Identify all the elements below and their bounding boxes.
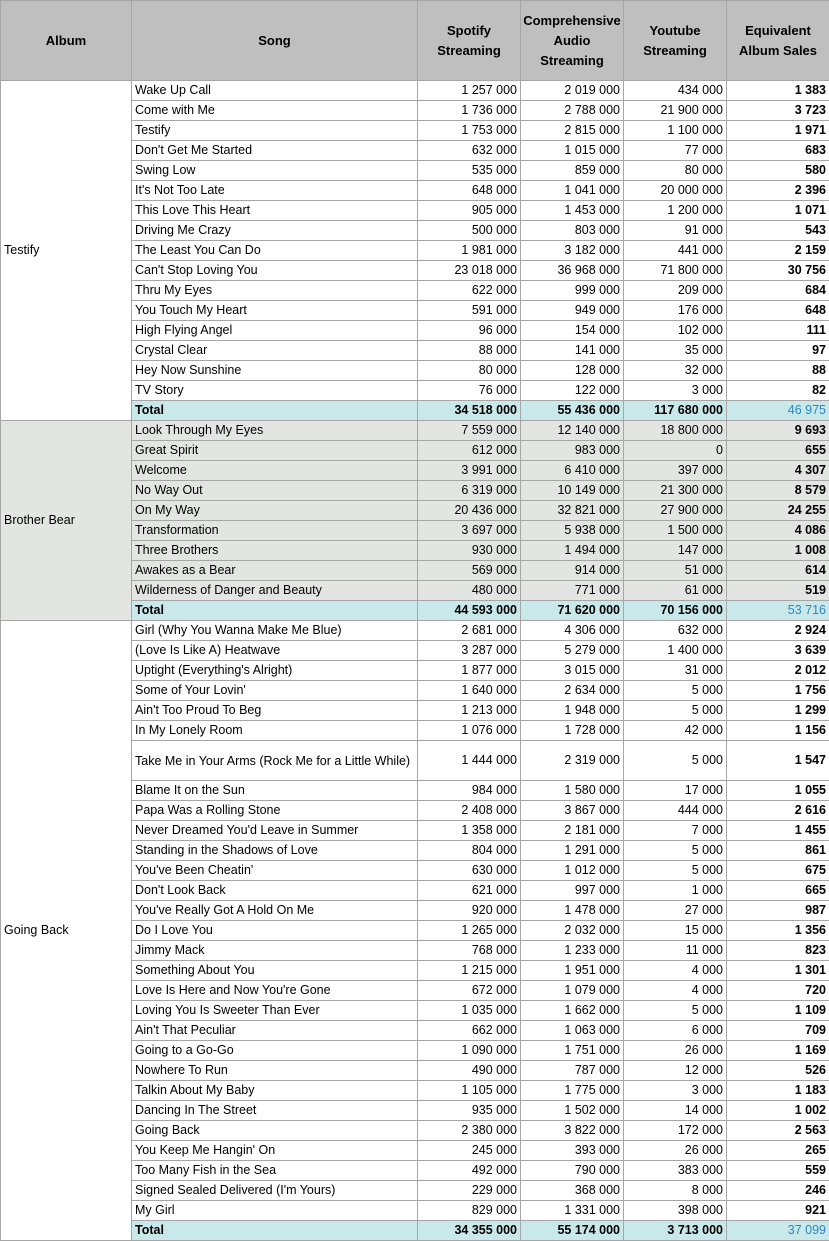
table-row [1,621,829,641]
cell-song-title: Don't Get Me Started [132,141,418,161]
cell-spotify-streaming: 229 000 [418,1181,521,1201]
cell-spotify-streaming: 245 000 [418,1141,521,1161]
cell-youtube-streaming: 27 000 [624,901,727,921]
cell-equivalent-album-sales: 823 [727,941,829,961]
cell-youtube-streaming: 8 000 [624,1181,727,1201]
cell-song-title: You Keep Me Hangin' On [132,1141,418,1161]
cell-youtube-streaming: 42 000 [624,721,727,741]
cell-youtube-streaming: 1 500 000 [624,521,727,541]
cell-comprehensive-audio-streaming: 790 000 [521,1161,624,1181]
cell-youtube-streaming: 27 900 000 [624,501,727,521]
cell-spotify-streaming: 662 000 [418,1021,521,1041]
cell-song-title: Going to a Go-Go [132,1041,418,1061]
cell-spotify-streaming: 829 000 [418,1201,521,1221]
cell-youtube-streaming: 7 000 [624,821,727,841]
cell-song-title: Nowhere To Run [132,1061,418,1081]
header-row [1,1,829,81]
cell-youtube-streaming: 147 000 [624,541,727,561]
cell-comprehensive-audio-streaming: 1 948 000 [521,701,624,721]
cell-comprehensive-audio-streaming: 4 306 000 [521,621,624,641]
cell-song-title: Blame It on the Sun [132,781,418,801]
cell-song-title: Do I Love You [132,921,418,941]
cell-equivalent-album-sales: 111 [727,321,829,341]
cell-spotify-streaming: 648 000 [418,181,521,201]
cell-equivalent-album-sales: 2 159 [727,241,829,261]
cell-equivalent-album-sales: 921 [727,1201,829,1221]
cell-spotify-streaming: 88 000 [418,341,521,361]
cell-equivalent-album-sales: 1 055 [727,781,829,801]
cell-equivalent-album-sales: 30 756 [727,261,829,281]
cell-comprehensive-audio-streaming: 803 000 [521,221,624,241]
cell-comprehensive-audio-streaming: 1 233 000 [521,941,624,961]
cell-equivalent-album-sales: 648 [727,301,829,321]
cell-equivalent-album-sales: 8 579 [727,481,829,501]
cell-song-title: Loving You Is Sweeter Than Ever [132,1001,418,1021]
cell-comprehensive-audio-streaming: 12 140 000 [521,421,624,441]
cell-comprehensive-audio-streaming: 949 000 [521,301,624,321]
cell-youtube-streaming: 632 000 [624,621,727,641]
cell-youtube-streaming: 5 000 [624,681,727,701]
cell-youtube-streaming: 26 000 [624,1041,727,1061]
cell-song-title: Going Back [132,1121,418,1141]
cell-youtube-streaming: 12 000 [624,1061,727,1081]
cell-comprehensive-audio-streaming: 1 331 000 [521,1201,624,1221]
cell-comprehensive-audio-streaming: 771 000 [521,581,624,601]
cell-spotify-streaming: 80 000 [418,361,521,381]
total-spotify-streaming: 34 518 000 [418,401,521,421]
cell-equivalent-album-sales: 655 [727,441,829,461]
cell-spotify-streaming: 3 697 000 [418,521,521,541]
cell-youtube-streaming: 383 000 [624,1161,727,1181]
cell-song-title: Ain't Too Proud To Beg [132,701,418,721]
cell-spotify-streaming: 1 981 000 [418,241,521,261]
cell-comprehensive-audio-streaming: 1 728 000 [521,721,624,741]
header-comprehensive-audio-streaming: Comprehensive Audio Streaming [521,1,624,81]
cell-youtube-streaming: 6 000 [624,1021,727,1041]
cell-spotify-streaming: 1 090 000 [418,1041,521,1061]
cell-spotify-streaming: 630 000 [418,861,521,881]
cell-song-title: Papa Was a Rolling Stone [132,801,418,821]
cell-spotify-streaming: 1 076 000 [418,721,521,741]
cell-equivalent-album-sales: 526 [727,1061,829,1081]
total-youtube-streaming: 117 680 000 [624,401,727,421]
cell-song-title: Welcome [132,461,418,481]
cell-spotify-streaming: 1 640 000 [418,681,521,701]
cell-equivalent-album-sales: 9 693 [727,421,829,441]
cell-song-title: High Flying Angel [132,321,418,341]
cell-equivalent-album-sales: 1 299 [727,701,829,721]
cell-youtube-streaming: 5 000 [624,1001,727,1021]
cell-spotify-streaming: 1 877 000 [418,661,521,681]
cell-equivalent-album-sales: 709 [727,1021,829,1041]
cell-youtube-streaming: 4 000 [624,981,727,1001]
cell-spotify-streaming: 535 000 [418,161,521,181]
cell-equivalent-album-sales: 1 455 [727,821,829,841]
cell-song-title: Take Me in Your Arms (Rock Me for a Little While) [132,741,418,781]
cell-song-title: Testify [132,121,418,141]
cell-equivalent-album-sales: 1 383 [727,81,829,101]
cell-equivalent-album-sales: 2 616 [727,801,829,821]
cell-song-title: Great Spirit [132,441,418,461]
album-name-cell: Going Back [1,621,132,1241]
cell-equivalent-album-sales: 665 [727,881,829,901]
cell-comprehensive-audio-streaming: 36 968 000 [521,261,624,281]
cell-spotify-streaming: 7 559 000 [418,421,521,441]
cell-youtube-streaming: 21 900 000 [624,101,727,121]
cell-song-title: Hey Now Sunshine [132,361,418,381]
cell-youtube-streaming: 176 000 [624,301,727,321]
cell-song-title: Awakes as a Bear [132,561,418,581]
cell-spotify-streaming: 492 000 [418,1161,521,1181]
cell-comprehensive-audio-streaming: 1 015 000 [521,141,624,161]
cell-youtube-streaming: 11 000 [624,941,727,961]
cell-song-title: The Least You Can Do [132,241,418,261]
cell-song-title: Ain't That Peculiar [132,1021,418,1041]
cell-equivalent-album-sales: 683 [727,141,829,161]
cell-spotify-streaming: 621 000 [418,881,521,901]
cell-equivalent-album-sales: 559 [727,1161,829,1181]
cell-youtube-streaming: 14 000 [624,1101,727,1121]
cell-equivalent-album-sales: 580 [727,161,829,181]
cell-song-title: Dancing In The Street [132,1101,418,1121]
cell-comprehensive-audio-streaming: 1 041 000 [521,181,624,201]
cell-equivalent-album-sales: 1 002 [727,1101,829,1121]
cell-song-title: You Touch My Heart [132,301,418,321]
table-row [1,81,829,101]
cell-equivalent-album-sales: 1 156 [727,721,829,741]
cell-comprehensive-audio-streaming: 1 494 000 [521,541,624,561]
cell-youtube-streaming: 21 300 000 [624,481,727,501]
cell-spotify-streaming: 1 257 000 [418,81,521,101]
total-equivalent-album-sales: 37 099 [727,1221,829,1241]
cell-spotify-streaming: 1 035 000 [418,1001,521,1021]
cell-song-title: Never Dreamed You'd Leave in Summer [132,821,418,841]
cell-youtube-streaming: 26 000 [624,1141,727,1161]
cell-youtube-streaming: 5 000 [624,701,727,721]
cell-song-title: Come with Me [132,101,418,121]
cell-spotify-streaming: 930 000 [418,541,521,561]
cell-equivalent-album-sales: 4 086 [727,521,829,541]
cell-comprehensive-audio-streaming: 859 000 [521,161,624,181]
cell-youtube-streaming: 102 000 [624,321,727,341]
cell-spotify-streaming: 490 000 [418,1061,521,1081]
cell-comprehensive-audio-streaming: 787 000 [521,1061,624,1081]
cell-comprehensive-audio-streaming: 1 775 000 [521,1081,624,1101]
cell-spotify-streaming: 612 000 [418,441,521,461]
cell-spotify-streaming: 1 736 000 [418,101,521,121]
cell-youtube-streaming: 5 000 [624,741,727,781]
cell-song-title: Wake Up Call [132,81,418,101]
cell-youtube-streaming: 3 000 [624,1081,727,1101]
cell-youtube-streaming: 77 000 [624,141,727,161]
cell-spotify-streaming: 1 753 000 [418,121,521,141]
total-label: Total [132,1221,418,1241]
table-body [1,81,829,1241]
cell-spotify-streaming: 2 681 000 [418,621,521,641]
cell-comprehensive-audio-streaming: 1 751 000 [521,1041,624,1061]
cell-youtube-streaming: 17 000 [624,781,727,801]
cell-comprehensive-audio-streaming: 5 279 000 [521,641,624,661]
cell-spotify-streaming: 96 000 [418,321,521,341]
cell-equivalent-album-sales: 1 971 [727,121,829,141]
cell-song-title: In My Lonely Room [132,721,418,741]
cell-spotify-streaming: 2 380 000 [418,1121,521,1141]
cell-song-title: TV Story [132,381,418,401]
cell-comprehensive-audio-streaming: 1 063 000 [521,1021,624,1041]
cell-song-title: No Way Out [132,481,418,501]
cell-youtube-streaming: 4 000 [624,961,727,981]
total-equivalent-album-sales: 46 975 [727,401,829,421]
cell-equivalent-album-sales: 246 [727,1181,829,1201]
cell-youtube-streaming: 5 000 [624,861,727,881]
total-youtube-streaming: 70 156 000 [624,601,727,621]
cell-comprehensive-audio-streaming: 999 000 [521,281,624,301]
total-equivalent-album-sales: 53 716 [727,601,829,621]
cell-youtube-streaming: 71 800 000 [624,261,727,281]
cell-spotify-streaming: 920 000 [418,901,521,921]
cell-equivalent-album-sales: 3 723 [727,101,829,121]
cell-comprehensive-audio-streaming: 5 938 000 [521,521,624,541]
cell-youtube-streaming: 3 000 [624,381,727,401]
cell-spotify-streaming: 804 000 [418,841,521,861]
cell-comprehensive-audio-streaming: 32 821 000 [521,501,624,521]
cell-song-title: Some of Your Lovin' [132,681,418,701]
cell-song-title: Uptight (Everything's Alright) [132,661,418,681]
total-label: Total [132,601,418,621]
cell-comprehensive-audio-streaming: 6 410 000 [521,461,624,481]
cell-equivalent-album-sales: 24 255 [727,501,829,521]
cell-youtube-streaming: 20 000 000 [624,181,727,201]
cell-spotify-streaming: 905 000 [418,201,521,221]
cell-equivalent-album-sales: 519 [727,581,829,601]
cell-song-title: (Love Is Like A) Heatwave [132,641,418,661]
cell-spotify-streaming: 591 000 [418,301,521,321]
cell-youtube-streaming: 1 200 000 [624,201,727,221]
cell-spotify-streaming: 632 000 [418,141,521,161]
cell-youtube-streaming: 434 000 [624,81,727,101]
cell-equivalent-album-sales: 82 [727,381,829,401]
cell-song-title: This Love This Heart [132,201,418,221]
cell-spotify-streaming: 3 991 000 [418,461,521,481]
cell-comprehensive-audio-streaming: 1 079 000 [521,981,624,1001]
cell-song-title: Look Through My Eyes [132,421,418,441]
cell-song-title: You've Really Got A Hold On Me [132,901,418,921]
cell-song-title: Something About You [132,961,418,981]
cell-youtube-streaming: 35 000 [624,341,727,361]
cell-song-title: Talkin About My Baby [132,1081,418,1101]
cell-equivalent-album-sales: 1 301 [727,961,829,981]
cell-equivalent-album-sales: 265 [727,1141,829,1161]
cell-spotify-streaming: 23 018 000 [418,261,521,281]
cell-comprehensive-audio-streaming: 141 000 [521,341,624,361]
cell-spotify-streaming: 1 444 000 [418,741,521,781]
cell-comprehensive-audio-streaming: 1 453 000 [521,201,624,221]
cell-comprehensive-audio-streaming: 1 291 000 [521,841,624,861]
cell-comprehensive-audio-streaming: 2 815 000 [521,121,624,141]
cell-youtube-streaming: 397 000 [624,461,727,481]
cell-equivalent-album-sales: 675 [727,861,829,881]
cell-spotify-streaming: 20 436 000 [418,501,521,521]
cell-song-title: Transformation [132,521,418,541]
cell-equivalent-album-sales: 1 109 [727,1001,829,1021]
cell-comprehensive-audio-streaming: 914 000 [521,561,624,581]
cell-youtube-streaming: 1 400 000 [624,641,727,661]
cell-song-title: It's Not Too Late [132,181,418,201]
cell-comprehensive-audio-streaming: 3 182 000 [521,241,624,261]
cell-equivalent-album-sales: 614 [727,561,829,581]
cell-comprehensive-audio-streaming: 1 662 000 [521,1001,624,1021]
cell-youtube-streaming: 61 000 [624,581,727,601]
cell-equivalent-album-sales: 4 307 [727,461,829,481]
cell-spotify-streaming: 1 213 000 [418,701,521,721]
cell-youtube-streaming: 80 000 [624,161,727,181]
total-comprehensive-audio-streaming: 55 436 000 [521,401,624,421]
cell-comprehensive-audio-streaming: 122 000 [521,381,624,401]
cell-comprehensive-audio-streaming: 154 000 [521,321,624,341]
cell-spotify-streaming: 76 000 [418,381,521,401]
header-equivalent-album-sales: Equivalent Album Sales [727,1,829,81]
cell-song-title: Girl (Why You Wanna Make Me Blue) [132,621,418,641]
cell-song-title: Jimmy Mack [132,941,418,961]
cell-equivalent-album-sales: 1 008 [727,541,829,561]
cell-comprehensive-audio-streaming: 368 000 [521,1181,624,1201]
cell-comprehensive-audio-streaming: 1 502 000 [521,1101,624,1121]
cell-comprehensive-audio-streaming: 128 000 [521,361,624,381]
cell-youtube-streaming: 31 000 [624,661,727,681]
cell-spotify-streaming: 2 408 000 [418,801,521,821]
cell-youtube-streaming: 444 000 [624,801,727,821]
cell-spotify-streaming: 1 265 000 [418,921,521,941]
cell-comprehensive-audio-streaming: 1 478 000 [521,901,624,921]
cell-equivalent-album-sales: 987 [727,901,829,921]
cell-equivalent-album-sales: 88 [727,361,829,381]
cell-song-title: Love Is Here and Now You're Gone [132,981,418,1001]
cell-song-title: Signed Sealed Delivered (I'm Yours) [132,1181,418,1201]
total-spotify-streaming: 34 355 000 [418,1221,521,1241]
cell-youtube-streaming: 172 000 [624,1121,727,1141]
cell-comprehensive-audio-streaming: 3 867 000 [521,801,624,821]
cell-song-title: Three Brothers [132,541,418,561]
cell-equivalent-album-sales: 720 [727,981,829,1001]
cell-youtube-streaming: 209 000 [624,281,727,301]
cell-equivalent-album-sales: 1 547 [727,741,829,781]
cell-spotify-streaming: 1 105 000 [418,1081,521,1101]
cell-spotify-streaming: 480 000 [418,581,521,601]
header-song: Song [132,1,418,81]
cell-song-title: Can't Stop Loving You [132,261,418,281]
cell-youtube-streaming: 0 [624,441,727,461]
cell-youtube-streaming: 91 000 [624,221,727,241]
total-spotify-streaming: 44 593 000 [418,601,521,621]
cell-youtube-streaming: 5 000 [624,841,727,861]
cell-song-title: Crystal Clear [132,341,418,361]
cell-youtube-streaming: 51 000 [624,561,727,581]
cell-comprehensive-audio-streaming: 1 580 000 [521,781,624,801]
cell-song-title: You've Been Cheatin' [132,861,418,881]
cell-equivalent-album-sales: 2 924 [727,621,829,641]
cell-comprehensive-audio-streaming: 10 149 000 [521,481,624,501]
cell-comprehensive-audio-streaming: 2 181 000 [521,821,624,841]
cell-spotify-streaming: 1 215 000 [418,961,521,981]
cell-youtube-streaming: 1 000 [624,881,727,901]
header-album: Album [1,1,132,81]
cell-comprehensive-audio-streaming: 983 000 [521,441,624,461]
cell-equivalent-album-sales: 1 071 [727,201,829,221]
cell-spotify-streaming: 3 287 000 [418,641,521,661]
cell-comprehensive-audio-streaming: 393 000 [521,1141,624,1161]
cell-song-title: Thru My Eyes [132,281,418,301]
cell-comprehensive-audio-streaming: 2 634 000 [521,681,624,701]
cell-spotify-streaming: 1 358 000 [418,821,521,841]
cell-spotify-streaming: 935 000 [418,1101,521,1121]
cell-song-title: Don't Look Back [132,881,418,901]
cell-comprehensive-audio-streaming: 3 822 000 [521,1121,624,1141]
total-youtube-streaming: 3 713 000 [624,1221,727,1241]
cell-youtube-streaming: 1 100 000 [624,121,727,141]
cell-comprehensive-audio-streaming: 2 019 000 [521,81,624,101]
cell-song-title: Driving Me Crazy [132,221,418,241]
cell-spotify-streaming: 622 000 [418,281,521,301]
cell-equivalent-album-sales: 3 639 [727,641,829,661]
cell-song-title: Swing Low [132,161,418,181]
cell-song-title: Wilderness of Danger and Beauty [132,581,418,601]
cell-comprehensive-audio-streaming: 2 788 000 [521,101,624,121]
cell-comprehensive-audio-streaming: 2 319 000 [521,741,624,781]
cell-equivalent-album-sales: 2 012 [727,661,829,681]
total-comprehensive-audio-streaming: 55 174 000 [521,1221,624,1241]
cell-spotify-streaming: 569 000 [418,561,521,581]
cell-youtube-streaming: 398 000 [624,1201,727,1221]
table-row [1,421,829,441]
cell-spotify-streaming: 6 319 000 [418,481,521,501]
cell-equivalent-album-sales: 97 [727,341,829,361]
cell-youtube-streaming: 15 000 [624,921,727,941]
cell-comprehensive-audio-streaming: 3 015 000 [521,661,624,681]
album-name-cell: Brother Bear [1,421,132,621]
cell-comprehensive-audio-streaming: 1 951 000 [521,961,624,981]
cell-youtube-streaming: 18 800 000 [624,421,727,441]
cell-equivalent-album-sales: 1 183 [727,1081,829,1101]
cell-equivalent-album-sales: 1 169 [727,1041,829,1061]
total-label: Total [132,401,418,421]
cell-equivalent-album-sales: 1 356 [727,921,829,941]
cell-song-title: Standing in the Shadows of Love [132,841,418,861]
cell-youtube-streaming: 441 000 [624,241,727,261]
header-spotify-streaming: Spotify Streaming [418,1,521,81]
cell-equivalent-album-sales: 861 [727,841,829,861]
cell-song-title: My Girl [132,1201,418,1221]
cell-spotify-streaming: 984 000 [418,781,521,801]
cell-spotify-streaming: 500 000 [418,221,521,241]
cell-equivalent-album-sales: 543 [727,221,829,241]
cell-comprehensive-audio-streaming: 1 012 000 [521,861,624,881]
cell-equivalent-album-sales: 684 [727,281,829,301]
cell-song-title: Too Many Fish in the Sea [132,1161,418,1181]
cell-spotify-streaming: 672 000 [418,981,521,1001]
cell-song-title: On My Way [132,501,418,521]
cell-equivalent-album-sales: 1 756 [727,681,829,701]
cell-youtube-streaming: 32 000 [624,361,727,381]
cell-comprehensive-audio-streaming: 997 000 [521,881,624,901]
total-comprehensive-audio-streaming: 71 620 000 [521,601,624,621]
cell-equivalent-album-sales: 2 396 [727,181,829,201]
cell-comprehensive-audio-streaming: 2 032 000 [521,921,624,941]
cell-spotify-streaming: 768 000 [418,941,521,961]
album-name-cell: Testify [1,81,132,421]
cell-equivalent-album-sales: 2 563 [727,1121,829,1141]
header-youtube-streaming: Youtube Streaming [624,1,727,81]
